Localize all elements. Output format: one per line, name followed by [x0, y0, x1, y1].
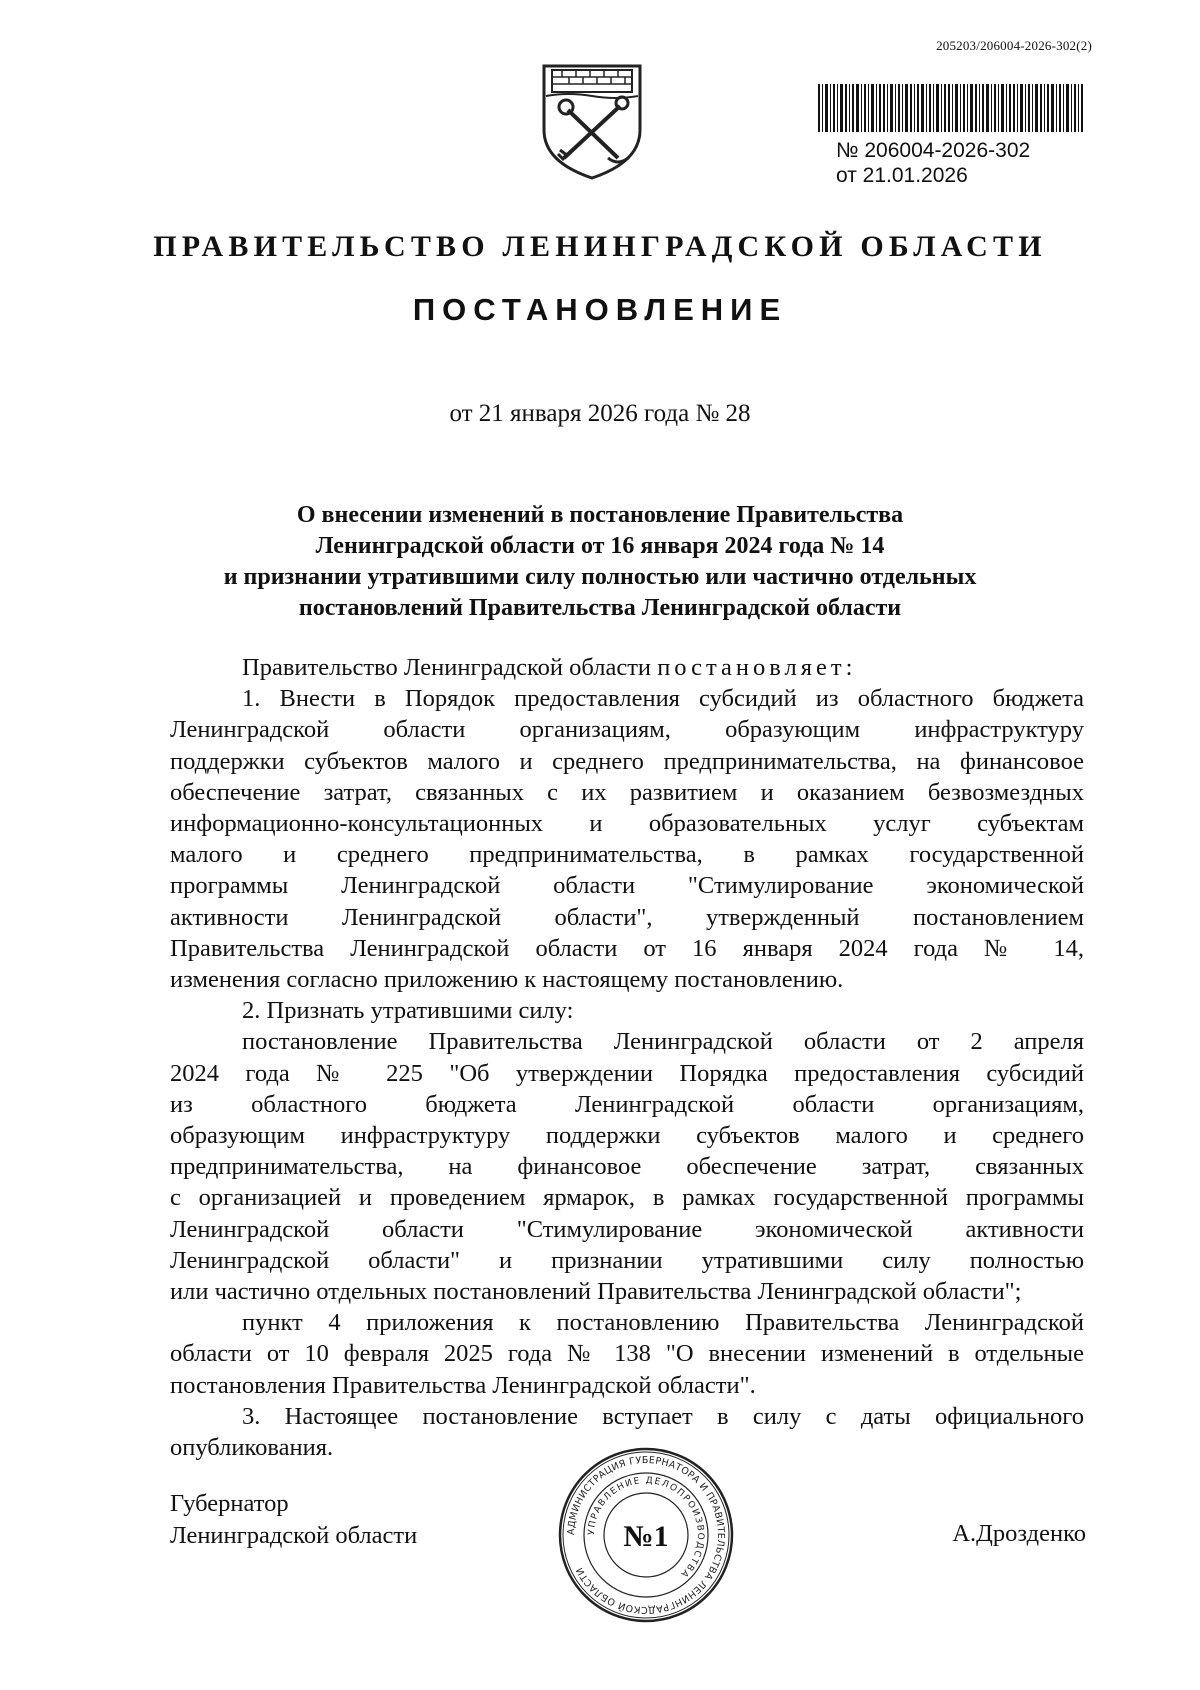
- item-2b-line: пункт 4 приложения к постановлению Правительства Ленинградской: [242, 1309, 1084, 1337]
- item-1-line: поддержки субъектов малого и среднего предпринимательства, на финансовое: [170, 747, 1084, 775]
- item-2a-line: постановление Правительства Ленинградской области от 2 апреля: [242, 1028, 1084, 1056]
- item-1-line: Ленинградской области организациям, образующим инфраструктуру: [170, 716, 1084, 744]
- item-2a-line: Ленинградской области "Стимулирование экономической активности: [170, 1215, 1084, 1243]
- preamble: [170, 652, 1084, 683]
- registration-number: № 206004-2026-302: [836, 139, 1031, 162]
- subject-line: постановлений Правительства Ленинградской области: [298, 595, 902, 621]
- item-2a-line: предпринимательства, на финансовое обеспечение затрат, связанных: [170, 1153, 1084, 1181]
- position-line: Губернатор: [170, 1490, 289, 1517]
- subject-line: О внесении изменений в постановление Правительства: [296, 502, 904, 528]
- item-1-line: изменения согласно приложению к настоящему постановлению.: [170, 966, 844, 994]
- document-code: 205203/206004-2026-302(2): [936, 38, 1092, 53]
- item-1-line: Правительства Ленинградской области от 16 января 2024 года № 14,: [170, 934, 1084, 962]
- item-2b-line: постановления Правительства Ленинградской области".: [170, 1371, 756, 1399]
- preamble-verb: постановляет:: [657, 654, 857, 681]
- signatory-position: [170, 1488, 417, 1552]
- item-2-heading: 2. Признать утратившими силу:: [242, 997, 574, 1025]
- document-type: ПОСТАНОВЛЕНИЕ: [412, 292, 788, 327]
- seal-outer-text: АДМИНИСТРАЦИЯ ГУБЕРНАТОРА И ПРАВИТЕЛЬСТВА ЛЕНИНГРАДСКОЙ ОБЛАСТИ: [565, 1454, 727, 1616]
- seal-inner-text: УПРАВЛЕНИЕ ДЕЛОПРОИЗВОДСТВА: [586, 1475, 706, 1580]
- item-1-line: программы Ленинградской области "Стимулирование экономической: [170, 872, 1084, 900]
- position-line: Ленинградской области: [170, 1522, 418, 1549]
- barcode-icon: [818, 84, 1083, 132]
- item-1-line: обеспечение затрат, связанных с их развитием и оказанием безвозмездных: [170, 778, 1084, 806]
- item-3-line: 3. Настоящее постановление вступает в силу с даты официального: [242, 1402, 1084, 1430]
- item-2a-line: или частично отдельных постановлений Правительства Ленинградской области";: [170, 1278, 1022, 1306]
- signatory-name: А.Дрозденко: [952, 1520, 1086, 1547]
- item-1-line: информационно-консультационных и образовательных услуг субъектам: [170, 810, 1084, 838]
- registration-date: от 21.01.2026: [836, 164, 968, 187]
- item-2a-line: из областного бюджета Ленинградской области организациям,: [170, 1090, 1084, 1118]
- round-seal-icon: [556, 1445, 736, 1625]
- item-2a-line: с организацией и проведением ярмарок, в рамках государственной программы: [170, 1184, 1084, 1212]
- leningrad-oblast-coat-of-arms-icon: [538, 62, 646, 182]
- item-2b: [170, 1307, 1084, 1401]
- subject-line: и признании утратившими силу полностью или частично отдельных: [223, 564, 977, 590]
- preamble-text: Правительство Ленинградской области: [242, 654, 652, 681]
- document-body: [170, 652, 1084, 1463]
- document-subject: [150, 500, 1050, 624]
- item-1-line: активности Ленинградской области", утвержденный постановлением: [170, 903, 1084, 931]
- seal-center-number: №1: [623, 1520, 669, 1553]
- item-2a-line: Ленинградской области" и признании утратившими силу полностью: [170, 1246, 1084, 1274]
- document-date-number: от 21 января 2026 года № 28: [449, 400, 751, 427]
- item-2a-line: образующим инфраструктуру поддержки субъектов малого и среднего: [170, 1122, 1084, 1150]
- item-2a: [170, 1026, 1084, 1307]
- item-1-line: малого и среднего предпринимательства, в рамках государственной: [170, 841, 1084, 869]
- subject-line: Ленинградской области от 16 января 2024 года № 14: [315, 533, 885, 559]
- item-2: [170, 995, 1084, 1026]
- item-2a-line: 2024 года № 225 "Об утверждении Порядка предоставления субсидий: [170, 1059, 1084, 1087]
- government-title: ПРАВИТЕЛЬСТВО ЛЕНИНГРАДСКОЙ ОБЛАСТИ: [153, 230, 1047, 263]
- item-3-line: опубликования.: [170, 1434, 334, 1462]
- item-2b-line: области от 10 февраля 2025 года № 138 "О внесении изменений в отдельные: [170, 1340, 1084, 1368]
- registration-info: [836, 138, 1030, 188]
- item-1-line: 1. Внести в Порядок предоставления субсидий из областного бюджета: [242, 685, 1084, 713]
- item-1: [170, 683, 1084, 995]
